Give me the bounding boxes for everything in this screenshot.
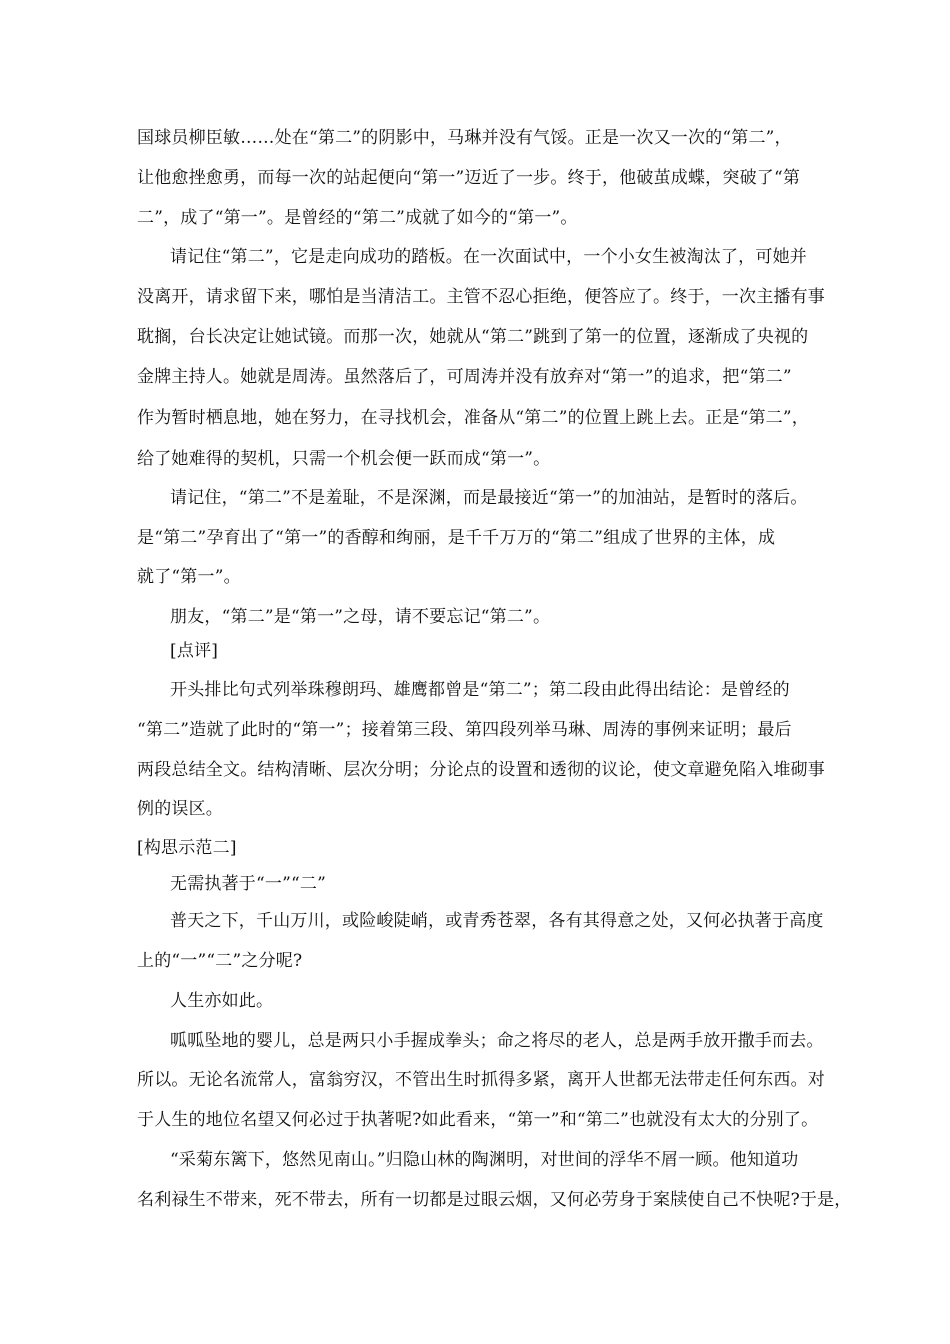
section-heading: [构思示范二] (137, 838, 237, 858)
text-line: 请记住“第二”，它是走向成功的踏板。在一次面试中，一个小女生被淘汰了，可她并 (170, 247, 807, 267)
text-line: 耽搁，台长决定让她试镜。而那一次，她就从“第二”跳到了第一的位置，逐渐成了央视的 (137, 327, 809, 347)
text-line: 给了她难得的契机，只需一个机会便一跃而成“第一”。 (137, 449, 551, 469)
text-line: 国球员柳臣敏……处在“第二”的阴影中，马琳并没有气馁。正是一次又一次的“第二”， (137, 128, 792, 148)
text-line: 人生亦如此。 (170, 991, 274, 1011)
text-line: 二”，成了“第一”。是曾经的“第二”成就了如今的“第一”。 (137, 208, 578, 228)
text-line: 金牌主持人。她就是周涛。虽然落后了，可周涛并没有放弃对“第一”的追求，把“第二” (137, 367, 792, 387)
text-line: 名利禄生不带来，死不带去，所有一切都是过眼云烟，又何必劳身于案牍使自己不快呢?于是， (137, 1190, 852, 1210)
text-line: 所以。无论名流常人，富翁穷汉，不管出生时抓得多紧，离开人世都无法带走任何东西。对 (137, 1070, 825, 1090)
text-line: “第二”造就了此时的“第一”；接着第三段、第四段列举马琳、周涛的事例来证明；最后 (137, 720, 792, 740)
text-line: 没离开，请求留下来，哪怕是当清洁工。主管不忍心拒绝，便答应了。终于，一次主播有事 (137, 287, 825, 307)
text-line: 让他愈挫愈勇，而每一次的站起便向“第一”迈近了一步。终于，他破茧成蝶，突破了“第 (137, 168, 801, 188)
text-line: 呱呱坠地的婴儿，总是两只小手握成拳头；命之将尽的老人，总是两手放开撒手而去。 (170, 1031, 824, 1051)
text-line: 两段总结全文。结构清晰、层次分明；分论点的设置和透彻的议论，使文章避免陷入堆砌事 (137, 760, 825, 780)
text-line: “采菊东篱下，悠然见南山。”归隐山林的陶渊明，对世间的浮华不屑一顾。他知道功 (170, 1150, 799, 1170)
text-line: 请记住，“第二”不是羞耻，不是深渊，而是最接近“第一”的加油站，是暂时的落后。 (170, 488, 808, 508)
text-line: 例的误区。 (137, 799, 223, 819)
text-line: 是“第二”孕育出了“第一”的香醇和绚丽，是千千万万的“第二”组成了世界的主体，成 (137, 528, 776, 548)
essay-title: 无需执著于“一”“二” (170, 874, 326, 894)
text-line: 普天之下，千山万川，或险峻陡峭，或青秀苍翠，各有其得意之处，又何必执著于高度 (170, 911, 824, 931)
section-label: [点评] (170, 641, 219, 661)
text-line: 于人生的地位名望又何必过于执著呢?如此看来，“第一”和“第二”也就没有太大的分别了。 (137, 1110, 819, 1130)
text-line: 作为暂时栖息地，她在努力，在寻找机会，准备从“第二”的位置上跳上去。正是“第二”， (137, 408, 809, 428)
text-line: 就了“第一”。 (137, 567, 241, 587)
text-line: 上的“一”“二”之分呢? (137, 951, 303, 971)
text-line: 朋友，“第二”是“第一”之母，请不要忘记“第二”。 (170, 607, 551, 627)
text-line: 开头排比句式列举珠穆朗玛、雄鹰都曾是“第二”；第二段由此得出结论：是曾经的 (170, 680, 790, 700)
